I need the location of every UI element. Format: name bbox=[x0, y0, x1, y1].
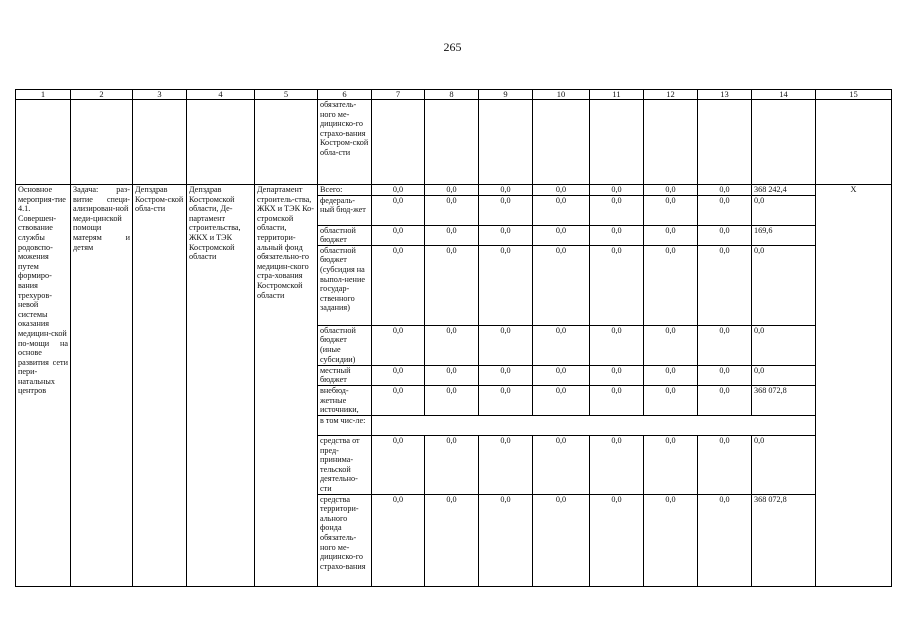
year-value: 0,0 bbox=[372, 365, 425, 385]
year-value: 0,0 bbox=[698, 385, 752, 415]
year-value: 0,0 bbox=[698, 195, 752, 225]
year-value: 0,0 bbox=[590, 325, 644, 365]
year-value: 0,0 bbox=[698, 435, 752, 494]
column-header: 15 bbox=[816, 90, 892, 100]
year-value: 0,0 bbox=[533, 365, 590, 385]
funding-source: федераль-ный бюд-жет bbox=[318, 195, 372, 225]
year-value: 0,0 bbox=[533, 245, 590, 325]
year-value: 0,0 bbox=[644, 195, 698, 225]
year-value: 0,0 bbox=[533, 385, 590, 415]
carryover-row bbox=[16, 100, 892, 185]
year-value: 0,0 bbox=[644, 385, 698, 415]
budget-table bbox=[15, 89, 892, 587]
year-value: 0,0 bbox=[590, 435, 644, 494]
column-header: 9 bbox=[479, 90, 533, 100]
funding-source: средства территори-ального фонда обязатель-ного ме-дицинско-го страхо-вания bbox=[318, 494, 372, 586]
year-value: 0,0 bbox=[644, 365, 698, 385]
year-value: 0,0 bbox=[479, 385, 533, 415]
year-value: 0,0 bbox=[425, 185, 479, 196]
year-value: 0,0 bbox=[590, 494, 644, 586]
year-value: 0,0 bbox=[372, 435, 425, 494]
year-value: 0,0 bbox=[372, 195, 425, 225]
year-value: 0,0 bbox=[372, 385, 425, 415]
year-value: 0,0 bbox=[698, 185, 752, 196]
column-header: 12 bbox=[644, 90, 698, 100]
activity-name: Основное мероприя-тие 4.1. Совершен-ствование службы родовспо-можения путем формиро-вания трехуров-невой системы оказания медицин-ской по-мощи на основе развития сети пери-натальных центров bbox=[16, 185, 71, 587]
year-value: 0,0 bbox=[533, 225, 590, 245]
year-value: 0,0 bbox=[590, 245, 644, 325]
column-header: 3 bbox=[133, 90, 187, 100]
year-value: 0,0 bbox=[425, 385, 479, 415]
year-value: 0,0 bbox=[698, 365, 752, 385]
funding-source: Всего: bbox=[318, 185, 372, 196]
column-number-row bbox=[16, 90, 892, 100]
year-value: 0,0 bbox=[479, 325, 533, 365]
column-header: 1 bbox=[16, 90, 71, 100]
year-value: 0,0 bbox=[590, 225, 644, 245]
year-value: 0,0 bbox=[425, 365, 479, 385]
funding-rows bbox=[16, 185, 892, 587]
year-value: 0,0 bbox=[479, 185, 533, 196]
year-value: 0,0 bbox=[644, 494, 698, 586]
column-header: 8 bbox=[425, 90, 479, 100]
column-header: 4 bbox=[187, 90, 255, 100]
year-value: 0,0 bbox=[372, 325, 425, 365]
year-value: 0,0 bbox=[425, 325, 479, 365]
year-value: 0,0 bbox=[590, 385, 644, 415]
year-value: 0,0 bbox=[425, 195, 479, 225]
page-number: 265 bbox=[443, 40, 462, 54]
year-value: 0,0 bbox=[698, 245, 752, 325]
year-value: 0,0 bbox=[590, 365, 644, 385]
year-value: 0,0 bbox=[425, 245, 479, 325]
year-value: 0,0 bbox=[644, 185, 698, 196]
year-value: 0,0 bbox=[590, 185, 644, 196]
column-header: 6 bbox=[318, 90, 372, 100]
total-value: 0,0 bbox=[752, 325, 816, 365]
column-header: 10 bbox=[533, 90, 590, 100]
year-value: 0,0 bbox=[590, 195, 644, 225]
year-value: 0,0 bbox=[644, 225, 698, 245]
year-value: 0,0 bbox=[425, 435, 479, 494]
activity-task: Задача: раз-витие специ-ализирован-ной меди-цинской помощи матерям и детям bbox=[71, 185, 133, 587]
year-value: 0,0 bbox=[479, 225, 533, 245]
funding-source: внебюд-жетные источники, bbox=[318, 385, 372, 415]
column-header: 13 bbox=[698, 90, 752, 100]
funding-source: обязатель-ного ме-дицинско-го страхо-вания Костром-ской обла-сти bbox=[318, 100, 372, 185]
year-value: 0,0 bbox=[372, 494, 425, 586]
activity-coordinator: Депздрав Костром-ской обла-сти bbox=[133, 185, 187, 587]
column-header: 7 bbox=[372, 90, 425, 100]
year-value: 0,0 bbox=[425, 225, 479, 245]
year-value: 0,0 bbox=[479, 494, 533, 586]
total-value: 0,0 bbox=[752, 195, 816, 225]
total-value: 0,0 bbox=[752, 365, 816, 385]
year-value: 0,0 bbox=[479, 435, 533, 494]
year-value: 0,0 bbox=[533, 325, 590, 365]
sub-header-blank bbox=[372, 415, 816, 435]
year-value: 0,0 bbox=[479, 245, 533, 325]
year-value: 0,0 bbox=[479, 365, 533, 385]
total-value: 368 072,8 bbox=[752, 385, 816, 415]
year-value: 0,0 bbox=[533, 185, 590, 196]
funding-source: местный бюджет bbox=[318, 365, 372, 385]
total-value: 368 072,8 bbox=[752, 494, 816, 586]
year-value: 0,0 bbox=[533, 195, 590, 225]
funding-source: областной бюджет (субсидия на выпол-нение государ-ственного задания) bbox=[318, 245, 372, 325]
funding-source: областной бюджет bbox=[318, 225, 372, 245]
year-value: 0,0 bbox=[372, 185, 425, 196]
funding-source: областной бюджет (иные субсидии) bbox=[318, 325, 372, 365]
activity-mark: Х bbox=[816, 185, 892, 587]
year-value: 0,0 bbox=[479, 195, 533, 225]
year-value: 0,0 bbox=[372, 225, 425, 245]
total-value: 368 242,4 bbox=[752, 185, 816, 196]
year-value: 0,0 bbox=[698, 494, 752, 586]
column-header: 5 bbox=[255, 90, 318, 100]
year-value: 0,0 bbox=[644, 325, 698, 365]
year-value: 0,0 bbox=[644, 435, 698, 494]
year-value: 0,0 bbox=[533, 494, 590, 586]
column-header: 11 bbox=[590, 90, 644, 100]
year-value: 0,0 bbox=[698, 225, 752, 245]
year-value: 0,0 bbox=[425, 494, 479, 586]
funding-source: в том чис-ле: bbox=[318, 415, 372, 435]
total-value: 0,0 bbox=[752, 435, 816, 494]
column-header: 2 bbox=[71, 90, 133, 100]
year-value: 0,0 bbox=[533, 435, 590, 494]
activity-participants: Департамент строитель-ства, ЖКХ и ТЭК Ко-стромской области, территори-альный фонд обязательно-го медицин-ского стра-хования Костромской области bbox=[255, 185, 318, 587]
funding-source: средства от пред-принима-тельской деятельно-сти bbox=[318, 435, 372, 494]
activity-executors: Депздрав Костромской области, Де-партамент строительства, ЖКХ и ТЭК Костромской области bbox=[187, 185, 255, 587]
year-value: 0,0 bbox=[372, 245, 425, 325]
total-value: 0,0 bbox=[752, 245, 816, 325]
total-value: 169,6 bbox=[752, 225, 816, 245]
year-value: 0,0 bbox=[644, 245, 698, 325]
funding-row bbox=[16, 185, 892, 196]
year-value: 0,0 bbox=[698, 325, 752, 365]
column-header: 14 bbox=[752, 90, 816, 100]
